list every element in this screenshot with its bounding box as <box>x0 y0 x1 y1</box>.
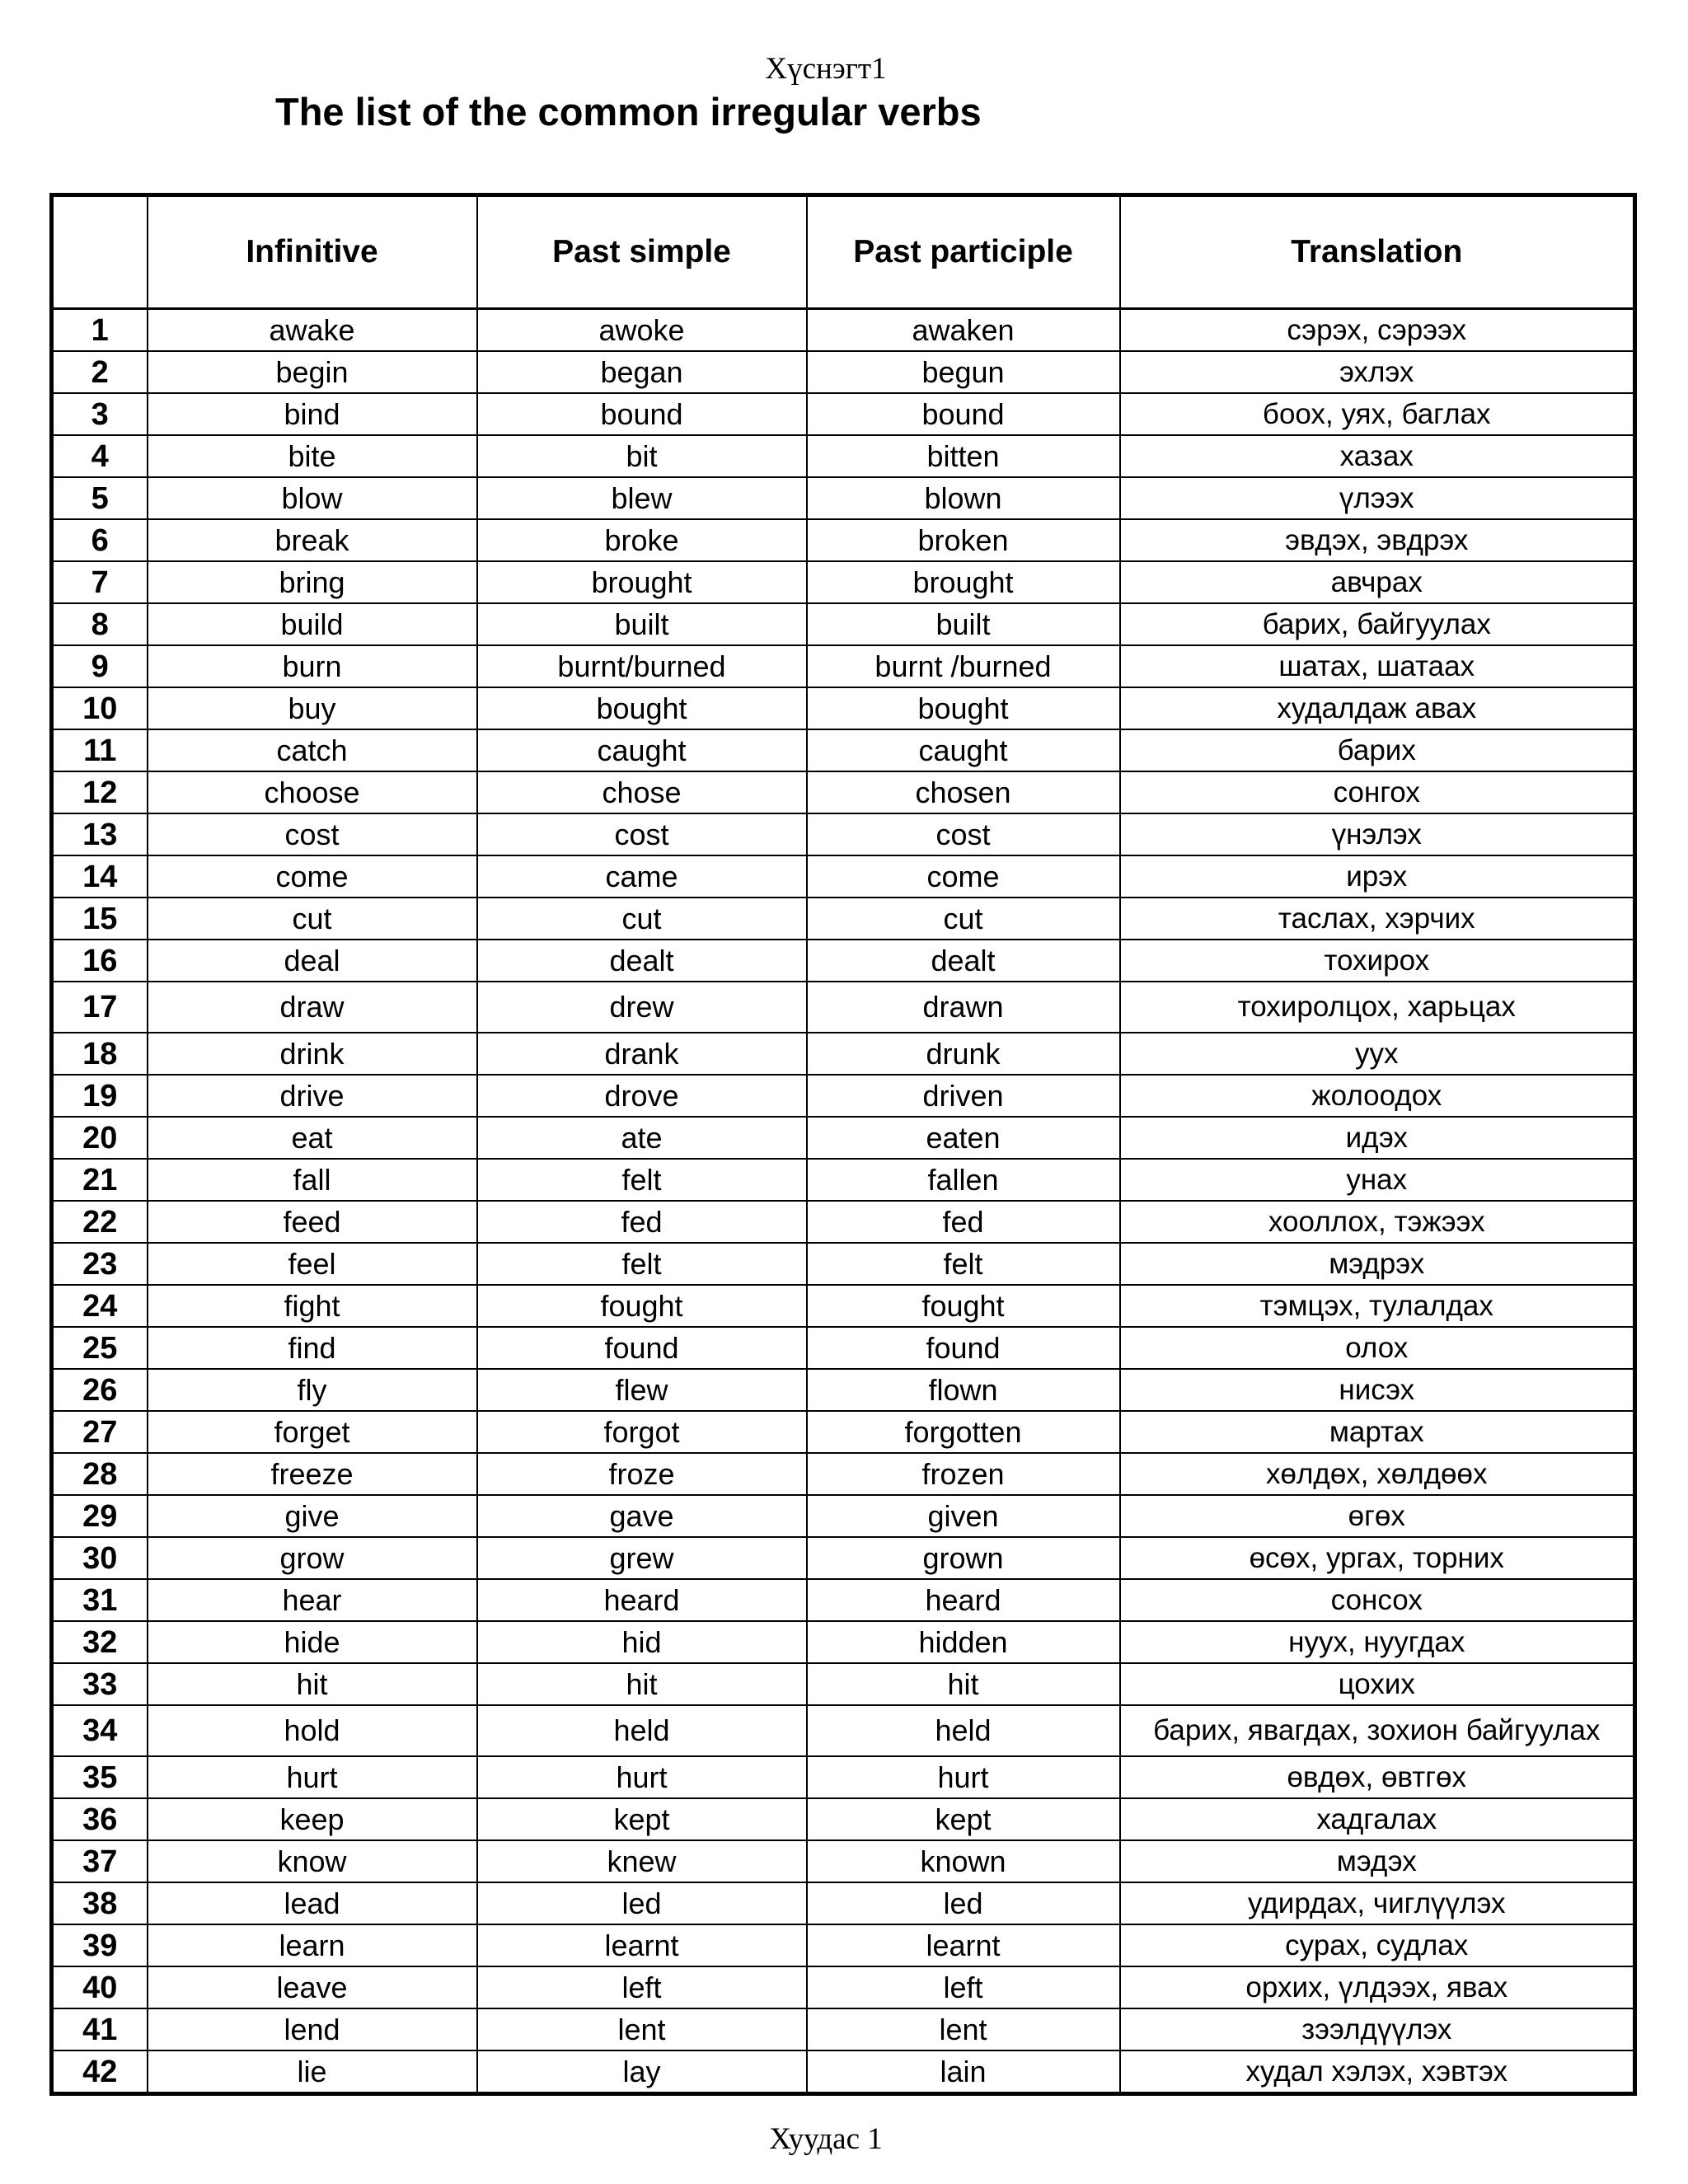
past-simple-cell: ate <box>477 1117 807 1159</box>
table-row <box>52 1621 1635 1663</box>
past-simple-cell: kept <box>477 1798 807 1840</box>
row-number: 32 <box>52 1621 148 1663</box>
past-participle-cell: built <box>807 603 1120 645</box>
past-participle-cell: flown <box>807 1369 1120 1411</box>
translation-cell: үнэлэх <box>1120 813 1635 855</box>
infinitive-cell: break <box>148 519 477 561</box>
translation-cell: тохиролцох, харьцах <box>1120 982 1635 1033</box>
table-row <box>52 1159 1635 1201</box>
table-row <box>52 1453 1635 1495</box>
table-row <box>52 645 1635 687</box>
table-row <box>52 309 1635 352</box>
past-participle-cell: left <box>807 1966 1120 2008</box>
table-row <box>52 1075 1635 1117</box>
row-number: 18 <box>52 1033 148 1075</box>
infinitive-cell: buy <box>148 687 477 729</box>
past-participle-cell: felt <box>807 1243 1120 1285</box>
row-number: 3 <box>52 393 148 435</box>
row-number: 1 <box>52 309 148 352</box>
past-simple-cell: dealt <box>477 940 807 982</box>
row-number: 36 <box>52 1798 148 1840</box>
table-row <box>52 351 1635 393</box>
past-simple-cell: blew <box>477 477 807 519</box>
table-row <box>52 855 1635 898</box>
past-simple-cell: grew <box>477 1537 807 1579</box>
infinitive-cell: bind <box>148 393 477 435</box>
past-simple-cell: cost <box>477 813 807 855</box>
past-participle-cell: kept <box>807 1798 1120 1840</box>
row-number: 7 <box>52 561 148 603</box>
infinitive-cell: hit <box>148 1663 477 1705</box>
translation-cell: сонсох <box>1120 1579 1635 1621</box>
translation-cell: нуух, нуугдах <box>1120 1621 1635 1663</box>
translation-cell: барих, байгуулах <box>1120 603 1635 645</box>
past-participle-cell: bitten <box>807 435 1120 477</box>
past-simple-cell: fought <box>477 1285 807 1327</box>
translation-cell: хадгалах <box>1120 1798 1635 1840</box>
translation-cell: үлээх <box>1120 477 1635 519</box>
translation-cell: өгөх <box>1120 1495 1635 1537</box>
past-participle-cell: drunk <box>807 1033 1120 1075</box>
past-participle-cell: bought <box>807 687 1120 729</box>
past-participle-cell: known <box>807 1840 1120 1882</box>
table-row <box>52 1201 1635 1243</box>
past-simple-cell: bound <box>477 393 807 435</box>
row-number: 9 <box>52 645 148 687</box>
infinitive-cell: give <box>148 1495 477 1537</box>
row-number: 2 <box>52 351 148 393</box>
row-number: 39 <box>52 1924 148 1966</box>
page-footer <box>0 2121 1688 2157</box>
translation-cell: боох, уях, баглах <box>1120 393 1635 435</box>
translation-cell: ирэх <box>1120 855 1635 898</box>
translation-cell: хөлдөх, хөлдөөх <box>1120 1453 1635 1495</box>
row-number: 42 <box>52 2050 148 2094</box>
table-row <box>52 1579 1635 1621</box>
translation-cell: тохирох <box>1120 940 1635 982</box>
past-simple-cell: knew <box>477 1840 807 1882</box>
infinitive-cell: freeze <box>148 1453 477 1495</box>
past-participle-cell: forgotten <box>807 1411 1120 1453</box>
translation-cell: сонгох <box>1120 771 1635 813</box>
row-number: 29 <box>52 1495 148 1537</box>
infinitive-cell: hold <box>148 1705 477 1756</box>
table-row <box>52 1966 1635 2008</box>
past-simple-cell: lent <box>477 2008 807 2050</box>
table-row <box>52 1117 1635 1159</box>
translation-cell: барих, явагдах, зохион байгуулах <box>1120 1705 1635 1756</box>
column-header-number <box>52 195 148 309</box>
past-participle-cell: bound <box>807 393 1120 435</box>
infinitive-cell: hear <box>148 1579 477 1621</box>
past-participle-cell: brought <box>807 561 1120 603</box>
past-simple-cell: felt <box>477 1159 807 1201</box>
table-row <box>52 1840 1635 1882</box>
row-number: 17 <box>52 982 148 1033</box>
translation-cell: идэх <box>1120 1117 1635 1159</box>
table-row <box>52 1537 1635 1579</box>
translation-cell: олох <box>1120 1327 1635 1369</box>
annex-label <box>0 51 1688 87</box>
infinitive-cell: build <box>148 603 477 645</box>
irregular-verbs-table <box>49 193 1637 2096</box>
past-simple-cell: left <box>477 1966 807 2008</box>
table-row <box>52 1033 1635 1075</box>
infinitive-cell: drink <box>148 1033 477 1075</box>
table-row <box>52 435 1635 477</box>
infinitive-cell: cut <box>148 898 477 940</box>
past-simple-cell: built <box>477 603 807 645</box>
infinitive-cell: find <box>148 1327 477 1369</box>
infinitive-cell: drive <box>148 1075 477 1117</box>
infinitive-cell: feed <box>148 1201 477 1243</box>
past-participle-cell: drawn <box>807 982 1120 1033</box>
infinitive-cell: grow <box>148 1537 477 1579</box>
table-row <box>52 1411 1635 1453</box>
infinitive-cell: lead <box>148 1882 477 1924</box>
translation-cell: нисэх <box>1120 1369 1635 1411</box>
row-number: 5 <box>52 477 148 519</box>
row-number: 14 <box>52 855 148 898</box>
translation-cell: барих <box>1120 729 1635 771</box>
translation-cell: удирдах, чиглүүлэх <box>1120 1882 1635 1924</box>
translation-cell: эхлэх <box>1120 351 1635 393</box>
row-number: 37 <box>52 1840 148 1882</box>
row-number: 33 <box>52 1663 148 1705</box>
table-row <box>52 1798 1635 1840</box>
past-participle-cell: found <box>807 1327 1120 1369</box>
past-simple-cell: lay <box>477 2050 807 2094</box>
row-number: 19 <box>52 1075 148 1117</box>
table-row <box>52 1924 1635 1966</box>
past-participle-cell: lain <box>807 2050 1120 2094</box>
translation-cell: сурах, судлах <box>1120 1924 1635 1966</box>
infinitive-cell: keep <box>148 1798 477 1840</box>
row-number: 35 <box>52 1756 148 1798</box>
infinitive-cell: know <box>148 1840 477 1882</box>
translation-cell: мартах <box>1120 1411 1635 1453</box>
row-number: 31 <box>52 1579 148 1621</box>
past-simple-cell: hid <box>477 1621 807 1663</box>
table-row <box>52 477 1635 519</box>
past-participle-cell: come <box>807 855 1120 898</box>
infinitive-cell: bite <box>148 435 477 477</box>
past-participle-cell: blown <box>807 477 1120 519</box>
past-participle-cell: heard <box>807 1579 1120 1621</box>
infinitive-cell: learn <box>148 1924 477 1966</box>
past-participle-cell: awaken <box>807 309 1120 352</box>
past-simple-cell: hurt <box>477 1756 807 1798</box>
row-number: 4 <box>52 435 148 477</box>
past-simple-cell: broke <box>477 519 807 561</box>
table-row <box>52 519 1635 561</box>
past-simple-cell: found <box>477 1327 807 1369</box>
table-row <box>52 687 1635 729</box>
past-simple-cell: led <box>477 1882 807 1924</box>
row-number: 15 <box>52 898 148 940</box>
past-simple-cell: drew <box>477 982 807 1033</box>
column-header-infinitive: Infinitive <box>148 195 477 309</box>
row-number: 8 <box>52 603 148 645</box>
past-participle-cell: caught <box>807 729 1120 771</box>
past-simple-cell: fed <box>477 1201 807 1243</box>
translation-cell: өсөх, ургах, торних <box>1120 1537 1635 1579</box>
infinitive-cell: deal <box>148 940 477 982</box>
row-number: 21 <box>52 1159 148 1201</box>
past-simple-cell: forgot <box>477 1411 807 1453</box>
table-row <box>52 2008 1635 2050</box>
infinitive-cell: eat <box>148 1117 477 1159</box>
translation-cell: эвдэх, эвдрэх <box>1120 519 1635 561</box>
row-number: 11 <box>52 729 148 771</box>
table-body <box>52 309 1635 2094</box>
translation-cell: уух <box>1120 1033 1635 1075</box>
infinitive-cell: draw <box>148 982 477 1033</box>
past-participle-cell: dealt <box>807 940 1120 982</box>
past-participle-cell: hidden <box>807 1621 1120 1663</box>
row-number: 20 <box>52 1117 148 1159</box>
past-participle-cell: burnt /burned <box>807 645 1120 687</box>
row-number: 25 <box>52 1327 148 1369</box>
infinitive-cell: fight <box>148 1285 477 1327</box>
past-simple-cell: drove <box>477 1075 807 1117</box>
row-number: 16 <box>52 940 148 982</box>
past-simple-cell: froze <box>477 1453 807 1495</box>
column-header-past-participle: Past participle <box>807 195 1120 309</box>
infinitive-cell: come <box>148 855 477 898</box>
infinitive-cell: burn <box>148 645 477 687</box>
translation-cell: худалдаж авах <box>1120 687 1635 729</box>
past-simple-cell: gave <box>477 1495 807 1537</box>
table-row <box>52 2050 1635 2094</box>
past-simple-cell: bit <box>477 435 807 477</box>
past-participle-cell: driven <box>807 1075 1120 1117</box>
past-simple-cell: burnt/burned <box>477 645 807 687</box>
page-title: The list of the common irregular verbs <box>275 90 982 134</box>
row-number: 28 <box>52 1453 148 1495</box>
past-simple-cell: felt <box>477 1243 807 1285</box>
translation-cell: орхих, үлдээх, явах <box>1120 1966 1635 2008</box>
past-participle-cell: begun <box>807 351 1120 393</box>
translation-cell: хазах <box>1120 435 1635 477</box>
past-participle-cell: led <box>807 1882 1120 1924</box>
past-participle-cell: lent <box>807 2008 1120 2050</box>
translation-cell: тэмцэх, тулалдах <box>1120 1285 1635 1327</box>
past-simple-cell: awoke <box>477 309 807 352</box>
past-simple-cell: drank <box>477 1033 807 1075</box>
table-row <box>52 898 1635 940</box>
table-row <box>52 771 1635 813</box>
infinitive-cell: catch <box>148 729 477 771</box>
column-header-past-simple: Past simple <box>477 195 807 309</box>
translation-cell: таслах, хэрчих <box>1120 898 1635 940</box>
past-participle-cell: cut <box>807 898 1120 940</box>
page-number-label: Хуудас 1 <box>769 2122 883 2156</box>
row-number: 41 <box>52 2008 148 2050</box>
translation-cell: жолоодох <box>1120 1075 1635 1117</box>
past-simple-cell: hit <box>477 1663 807 1705</box>
table-row <box>52 1663 1635 1705</box>
translation-cell: авчрах <box>1120 561 1635 603</box>
infinitive-cell: awake <box>148 309 477 352</box>
row-number: 34 <box>52 1705 148 1756</box>
translation-cell: худал хэлэх, хэвтэх <box>1120 2050 1635 2094</box>
table-row <box>52 1243 1635 1285</box>
past-participle-cell: hurt <box>807 1756 1120 1798</box>
table-header-row <box>52 195 1635 309</box>
infinitive-cell: lend <box>148 2008 477 2050</box>
row-number: 24 <box>52 1285 148 1327</box>
past-simple-cell: learnt <box>477 1924 807 1966</box>
past-simple-cell: came <box>477 855 807 898</box>
table-row <box>52 561 1635 603</box>
infinitive-cell: cost <box>148 813 477 855</box>
annex-label-text: Хүснэгт1 <box>765 52 887 86</box>
translation-cell: шатах, шатаах <box>1120 645 1635 687</box>
past-participle-cell: grown <box>807 1537 1120 1579</box>
row-number: 38 <box>52 1882 148 1924</box>
past-simple-cell: heard <box>477 1579 807 1621</box>
table-row <box>52 982 1635 1033</box>
infinitive-cell: leave <box>148 1966 477 2008</box>
past-participle-cell: given <box>807 1495 1120 1537</box>
row-number: 10 <box>52 687 148 729</box>
infinitive-cell: lie <box>148 2050 477 2094</box>
table-row <box>52 1369 1635 1411</box>
table-row <box>52 1285 1635 1327</box>
infinitive-cell: fly <box>148 1369 477 1411</box>
past-participle-cell: chosen <box>807 771 1120 813</box>
past-participle-cell: fought <box>807 1285 1120 1327</box>
past-simple-cell: held <box>477 1705 807 1756</box>
translation-cell: өвдөх, өвтгөх <box>1120 1756 1635 1798</box>
translation-cell: цохих <box>1120 1663 1635 1705</box>
past-simple-cell: bought <box>477 687 807 729</box>
row-number: 27 <box>52 1411 148 1453</box>
past-participle-cell: learnt <box>807 1924 1120 1966</box>
translation-cell: хооллох, тэжээх <box>1120 1201 1635 1243</box>
row-number: 26 <box>52 1369 148 1411</box>
row-number: 40 <box>52 1966 148 2008</box>
column-header-translation: Translation <box>1120 195 1635 309</box>
past-participle-cell: cost <box>807 813 1120 855</box>
past-simple-cell: began <box>477 351 807 393</box>
translation-cell: унах <box>1120 1159 1635 1201</box>
translation-cell: сэрэх, сэрээх <box>1120 309 1635 352</box>
row-number: 23 <box>52 1243 148 1285</box>
infinitive-cell: hurt <box>148 1756 477 1798</box>
infinitive-cell: fall <box>148 1159 477 1201</box>
table-row <box>52 729 1635 771</box>
infinitive-cell: hide <box>148 1621 477 1663</box>
translation-cell: мэдрэх <box>1120 1243 1635 1285</box>
past-participle-cell: eaten <box>807 1117 1120 1159</box>
past-simple-cell: chose <box>477 771 807 813</box>
row-number: 30 <box>52 1537 148 1579</box>
infinitive-cell: forget <box>148 1411 477 1453</box>
table-row <box>52 1882 1635 1924</box>
row-number: 12 <box>52 771 148 813</box>
past-participle-cell: broken <box>807 519 1120 561</box>
table-row <box>52 603 1635 645</box>
translation-cell: мэдэх <box>1120 1840 1635 1882</box>
table-row <box>52 1756 1635 1798</box>
infinitive-cell: begin <box>148 351 477 393</box>
row-number: 6 <box>52 519 148 561</box>
past-participle-cell: fed <box>807 1201 1120 1243</box>
table-row <box>52 1495 1635 1537</box>
infinitive-cell: bring <box>148 561 477 603</box>
past-simple-cell: brought <box>477 561 807 603</box>
table-row <box>52 1327 1635 1369</box>
past-participle-cell: held <box>807 1705 1120 1756</box>
table-row <box>52 940 1635 982</box>
past-participle-cell: hit <box>807 1663 1120 1705</box>
row-number: 13 <box>52 813 148 855</box>
past-simple-cell: flew <box>477 1369 807 1411</box>
infinitive-cell: choose <box>148 771 477 813</box>
infinitive-cell: feel <box>148 1243 477 1285</box>
infinitive-cell: blow <box>148 477 477 519</box>
past-simple-cell: cut <box>477 898 807 940</box>
translation-cell: зээлдүүлэх <box>1120 2008 1635 2050</box>
row-number: 22 <box>52 1201 148 1243</box>
table-row <box>52 813 1635 855</box>
past-participle-cell: frozen <box>807 1453 1120 1495</box>
past-participle-cell: fallen <box>807 1159 1120 1201</box>
table-row <box>52 393 1635 435</box>
past-simple-cell: caught <box>477 729 807 771</box>
table-row <box>52 1705 1635 1756</box>
